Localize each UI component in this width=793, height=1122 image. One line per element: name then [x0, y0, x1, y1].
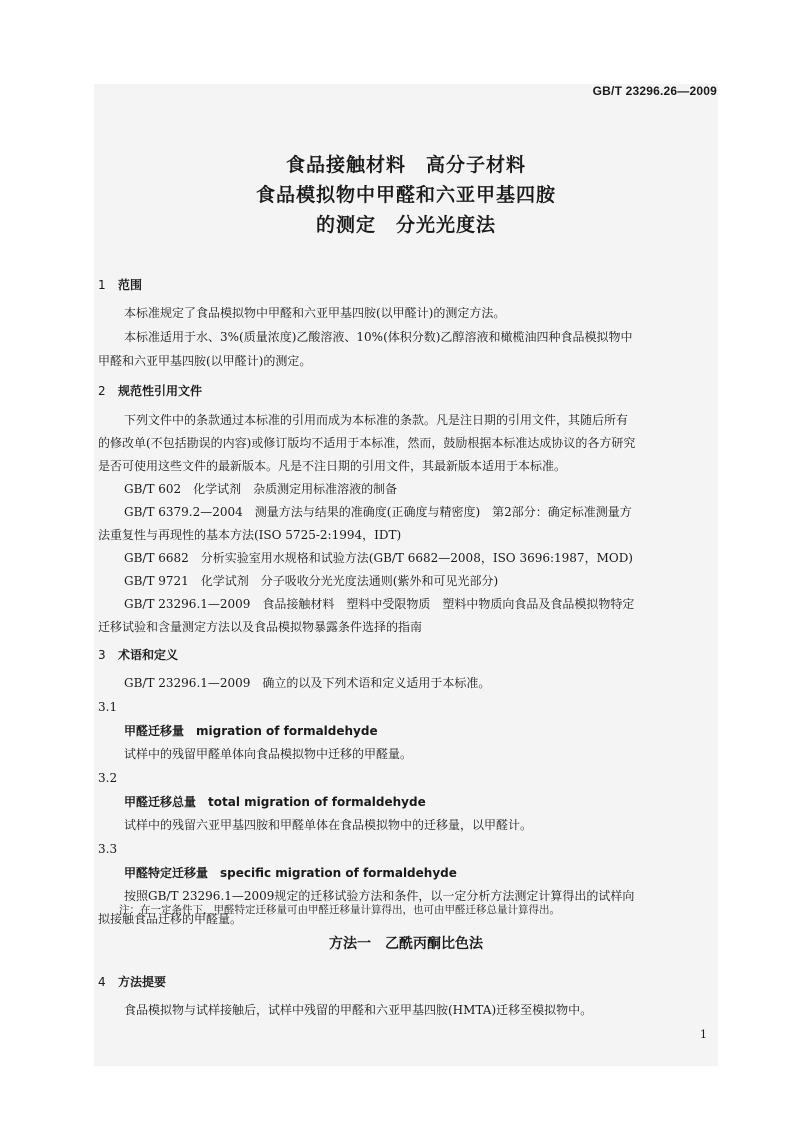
term-title: 甲醛迁移总量 total migration of formaldehyde — [124, 795, 426, 809]
term-title: 甲醛特定迁移量 specific migration of formaldehyde — [124, 866, 457, 880]
standard-code: GB/T 23296.26—2009 — [592, 84, 717, 98]
paragraph: GB/T 23296.1—2009 确立的以及下列术语和定义适用于本标准。 — [124, 676, 491, 690]
section-number: 2 — [98, 384, 106, 398]
reference-item: 法重复性与再现性的基本方法(ISO 5725-2:1994，IDT) — [98, 528, 402, 542]
paragraph: 下列文件中的条款通过本标准的引用而成为本标准的条款。凡是注日期的引用文件，其随后所有 — [124, 413, 629, 427]
document-title-line-2: 食品模拟物中甲醛和六亚甲基四胺 — [255, 184, 556, 206]
note: 注：在一定条件下，甲醛特定迁移量可由甲醛迁移量计算得出，也可由甲醛迁移总量计算得出。 — [119, 904, 560, 916]
reference-item: GB/T 6379.2—2004 测量方法与结果的准确度(正确度与精密度) 第2部分：确定标准测量方 — [124, 505, 632, 519]
paragraph: 的修改单(不包括勘误的内容)或修订版均不适用于本标准，然而，鼓励根据本标准达成协议的各方研究 — [98, 436, 636, 450]
paragraph: 是否可使用这些文件的最新版本。凡是不注日期的引用文件，其最新版本适用于本标准。 — [98, 459, 567, 473]
section-title: 方法提要 — [118, 975, 167, 989]
term-number: 3.2 — [98, 771, 118, 785]
method-heading: 方法一 乙酰丙酮比色法 — [329, 936, 483, 952]
term-number: 3.3 — [98, 842, 118, 856]
term-definition: 试样中的残留甲醛单体向食品模拟物中迁移的甲醛量。 — [124, 747, 413, 761]
paragraph: 食品模拟物与试样接触后，试样中残留的甲醛和六亚甲基四胺(HMTA)迁移至模拟物中。 — [124, 1003, 593, 1017]
term-definition: 拟接触食品迁移的甲醛量。 — [98, 912, 243, 926]
section-number: 4 — [98, 975, 106, 989]
section-3-heading — [98, 648, 718, 663]
section-title: 规范性引用文件 — [118, 384, 203, 398]
section-title: 范围 — [118, 278, 143, 292]
reference-item: GB/T 23296.1—2009 食品接触材料 塑料中受限物质 塑料中物质向食品及食品模拟物特定 — [124, 597, 635, 611]
reference-item: GB/T 602 化学试剂 杂质测定用标准溶液的制备 — [124, 482, 398, 496]
paragraph: 甲醛和六亚甲基四胺(以甲醛计)的测定。 — [98, 354, 312, 368]
term-definition: 试样中的残留六亚甲基四胺和甲醛单体在食品模拟物中的迁移量，以甲醛计。 — [124, 818, 533, 832]
section-number: 1 — [98, 278, 106, 292]
term-definition: 按照GB/T 23296.1—2009规定的迁移试验方法和条件，以一定分析方法测定计算得出的试样向 — [124, 889, 635, 903]
term-number: 3.1 — [98, 700, 118, 714]
section-number: 3 — [98, 648, 106, 662]
section-2-heading — [98, 384, 718, 399]
reference-item: GB/T 6682 分析实验室用水规格和试验方法(GB/T 6682—2008，ISO 3696:1987，MOD) — [124, 551, 633, 565]
reference-item: GB/T 9721 化学试剂 分子吸收分光光度法通则(紫外和可见光部分) — [124, 574, 499, 588]
section-4-heading — [98, 975, 718, 990]
document-title-line-1: 食品接触材料 高分子材料 — [285, 154, 526, 176]
paragraph: 本标准适用于水、3%(质量浓度)乙酸溶液、10%(体积分数)乙醇溶液和橄榄油四种食品模拟物中 — [124, 330, 633, 344]
reference-item: 迁移试验和含量测定方法以及食品模拟物暴露条件选择的指南 — [98, 620, 423, 634]
paragraph: 本标准规定了食品模拟物中甲醛和六亚甲基四胺(以甲醛计)的测定方法。 — [124, 306, 506, 320]
section-1-heading — [98, 278, 718, 293]
term-title: 甲醛迁移量 migration of formaldehyde — [124, 724, 378, 738]
page-number: 1 — [700, 1028, 707, 1041]
section-title: 术语和定义 — [118, 648, 179, 662]
document-title-line-3: 的测定 分光光度法 — [315, 214, 496, 236]
